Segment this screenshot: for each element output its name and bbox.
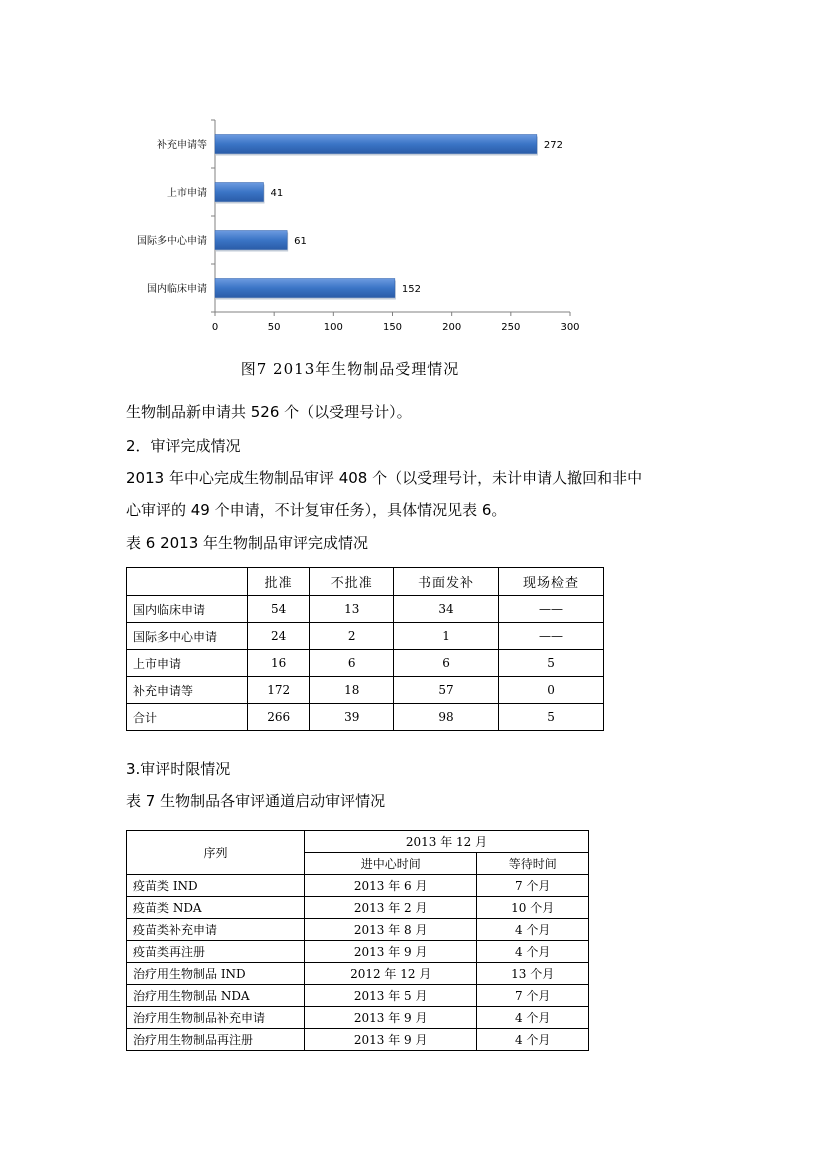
x-tick-label: 200 xyxy=(442,322,462,333)
table7-row-label: 疫苗类补充申请 xyxy=(127,919,305,941)
table7-cell: 2013 年 2 月 xyxy=(305,897,477,919)
table6-row-label: 国际多中心申请 xyxy=(127,623,248,650)
table7-cell: 2013 年 5 月 xyxy=(305,985,477,1007)
bar xyxy=(215,279,395,298)
bar xyxy=(215,231,287,250)
table7-title: 表 7 生物制品各审评通道启动审评情况 xyxy=(126,792,386,810)
category-label: 上市申请 xyxy=(167,188,207,199)
category-label: 补充申请等 xyxy=(157,140,207,151)
table6-header-cell: 批准 xyxy=(248,568,310,596)
table-row xyxy=(127,704,604,731)
category-label: 国际多中心申请 xyxy=(137,236,207,247)
table6-header-cell xyxy=(127,568,248,596)
table7-subheader-cell: 进中心时间 xyxy=(305,853,477,875)
table6-cell: 18 xyxy=(310,677,394,704)
table6-cell: 266 xyxy=(248,704,310,731)
table-row xyxy=(127,1007,589,1029)
data-label: 152 xyxy=(401,284,421,295)
table7-cell: 7 个月 xyxy=(477,985,589,1007)
table7-cell: 10 个月 xyxy=(477,897,589,919)
table6-header-cell: 书面发补 xyxy=(394,568,499,596)
table6-cell: 2 xyxy=(310,623,394,650)
table7-cell: 2013 年 8 月 xyxy=(305,919,477,941)
table6-cell: 6 xyxy=(310,650,394,677)
table6-row-label: 国内临床申请 xyxy=(127,596,248,623)
table6-cell: 13 xyxy=(310,596,394,623)
paragraph-total-applications: 生物制品新申请共 526 个（以受理号计）。 xyxy=(126,403,412,421)
table6-row-label: 上市申请 xyxy=(127,650,248,677)
table7-row-label: 疫苗类再注册 xyxy=(127,941,305,963)
table7-cell: 2013 年 9 月 xyxy=(305,1007,477,1029)
table6-row-label: 补充申请等 xyxy=(127,677,248,704)
category-label: 国内临床申请 xyxy=(147,284,207,295)
bar xyxy=(215,183,264,202)
bar-chart xyxy=(110,118,590,343)
table7-cell: 2013 年 6 月 xyxy=(305,875,477,897)
table7-cell: 13 个月 xyxy=(477,963,589,985)
x-tick-label: 50 xyxy=(267,322,281,333)
table7-cell: 2013 年 9 月 xyxy=(305,1029,477,1051)
table-row xyxy=(127,963,589,985)
table-row xyxy=(127,919,589,941)
table7-row-label: 治疗用生物制品 NDA xyxy=(127,985,305,1007)
table7-row-label: 疫苗类 NDA xyxy=(127,897,305,919)
x-tick-label: 100 xyxy=(323,322,343,333)
table7-row-label: 治疗用生物制品再注册 xyxy=(127,1029,305,1051)
table6-cell: 39 xyxy=(310,704,394,731)
table7-cell: 4 个月 xyxy=(477,919,589,941)
table6-row-label: 合计 xyxy=(127,704,248,731)
table6-cell: 98 xyxy=(394,704,499,731)
data-label: 61 xyxy=(294,236,307,247)
paragraph-review-completion-line1: 2013 年中心完成生物制品审评 408 个（以受理号计，未计申请人撤回和非中 xyxy=(126,469,643,487)
table6-cell: 54 xyxy=(248,596,310,623)
table7-cell: 4 个月 xyxy=(477,941,589,963)
table6-cell: 6 xyxy=(394,650,499,677)
table6-cell: 0 xyxy=(499,677,604,704)
table6-header-row xyxy=(127,568,604,596)
table-row xyxy=(127,650,604,677)
table6-title: 表 6 2013 年生物制品审评完成情况 xyxy=(126,534,369,552)
table7-row-label: 治疗用生物制品 IND xyxy=(127,963,305,985)
section-heading-review-time: 3.审评时限情况 xyxy=(126,760,231,778)
table6 xyxy=(126,567,604,731)
table7-cell: 7 个月 xyxy=(477,875,589,897)
paragraph-review-completion-line2: 心审评的 49 个申请，不计复审任务），具体情况见表 6。 xyxy=(126,501,507,519)
table-row xyxy=(127,596,604,623)
table-row xyxy=(127,985,589,1007)
table-row xyxy=(127,875,589,897)
table7-cell: 2013 年 9 月 xyxy=(305,941,477,963)
x-tick-label: 250 xyxy=(501,322,521,333)
data-label: 41 xyxy=(270,188,284,199)
x-tick-label: 0 xyxy=(211,322,219,333)
table6-cell: —— xyxy=(499,596,604,623)
table6-cell: 172 xyxy=(248,677,310,704)
table6-header-cell: 不批准 xyxy=(310,568,394,596)
table7-cell: 2012 年 12 月 xyxy=(305,963,477,985)
table7 xyxy=(126,830,589,1051)
table6-cell: —— xyxy=(499,623,604,650)
table7-header-row xyxy=(127,831,589,853)
table6-cell: 34 xyxy=(394,596,499,623)
x-tick-label: 150 xyxy=(382,322,403,333)
table7-subheader-cell: 等待时间 xyxy=(477,853,589,875)
table6-cell: 16 xyxy=(248,650,310,677)
table6-cell: 5 xyxy=(499,704,604,731)
table-row xyxy=(127,677,604,704)
table6-cell: 24 xyxy=(248,623,310,650)
bar xyxy=(215,135,537,154)
table7-cell: 4 个月 xyxy=(477,1029,589,1051)
table7-row-label: 疫苗类 IND xyxy=(127,875,305,897)
figure-caption: 图7 2013年生物制品受理情况 xyxy=(240,360,460,378)
table7-header-group: 2013 年 12 月 xyxy=(305,831,589,853)
table-row xyxy=(127,941,589,963)
table6-cell: 57 xyxy=(394,677,499,704)
x-tick-label: 300 xyxy=(560,322,580,333)
data-label: 272 xyxy=(543,140,563,151)
table7-header-sequence: 序列 xyxy=(127,831,305,875)
table6-cell: 5 xyxy=(499,650,604,677)
table-row xyxy=(127,623,604,650)
table7-cell: 4 个月 xyxy=(477,1007,589,1029)
section-heading-review-completion: 2．审评完成情况 xyxy=(126,437,241,455)
table7-row-label: 治疗用生物制品补充申请 xyxy=(127,1007,305,1029)
table6-cell: 1 xyxy=(394,623,499,650)
table-row xyxy=(127,897,589,919)
table-row xyxy=(127,1029,589,1051)
table6-header-cell: 现场检查 xyxy=(499,568,604,596)
